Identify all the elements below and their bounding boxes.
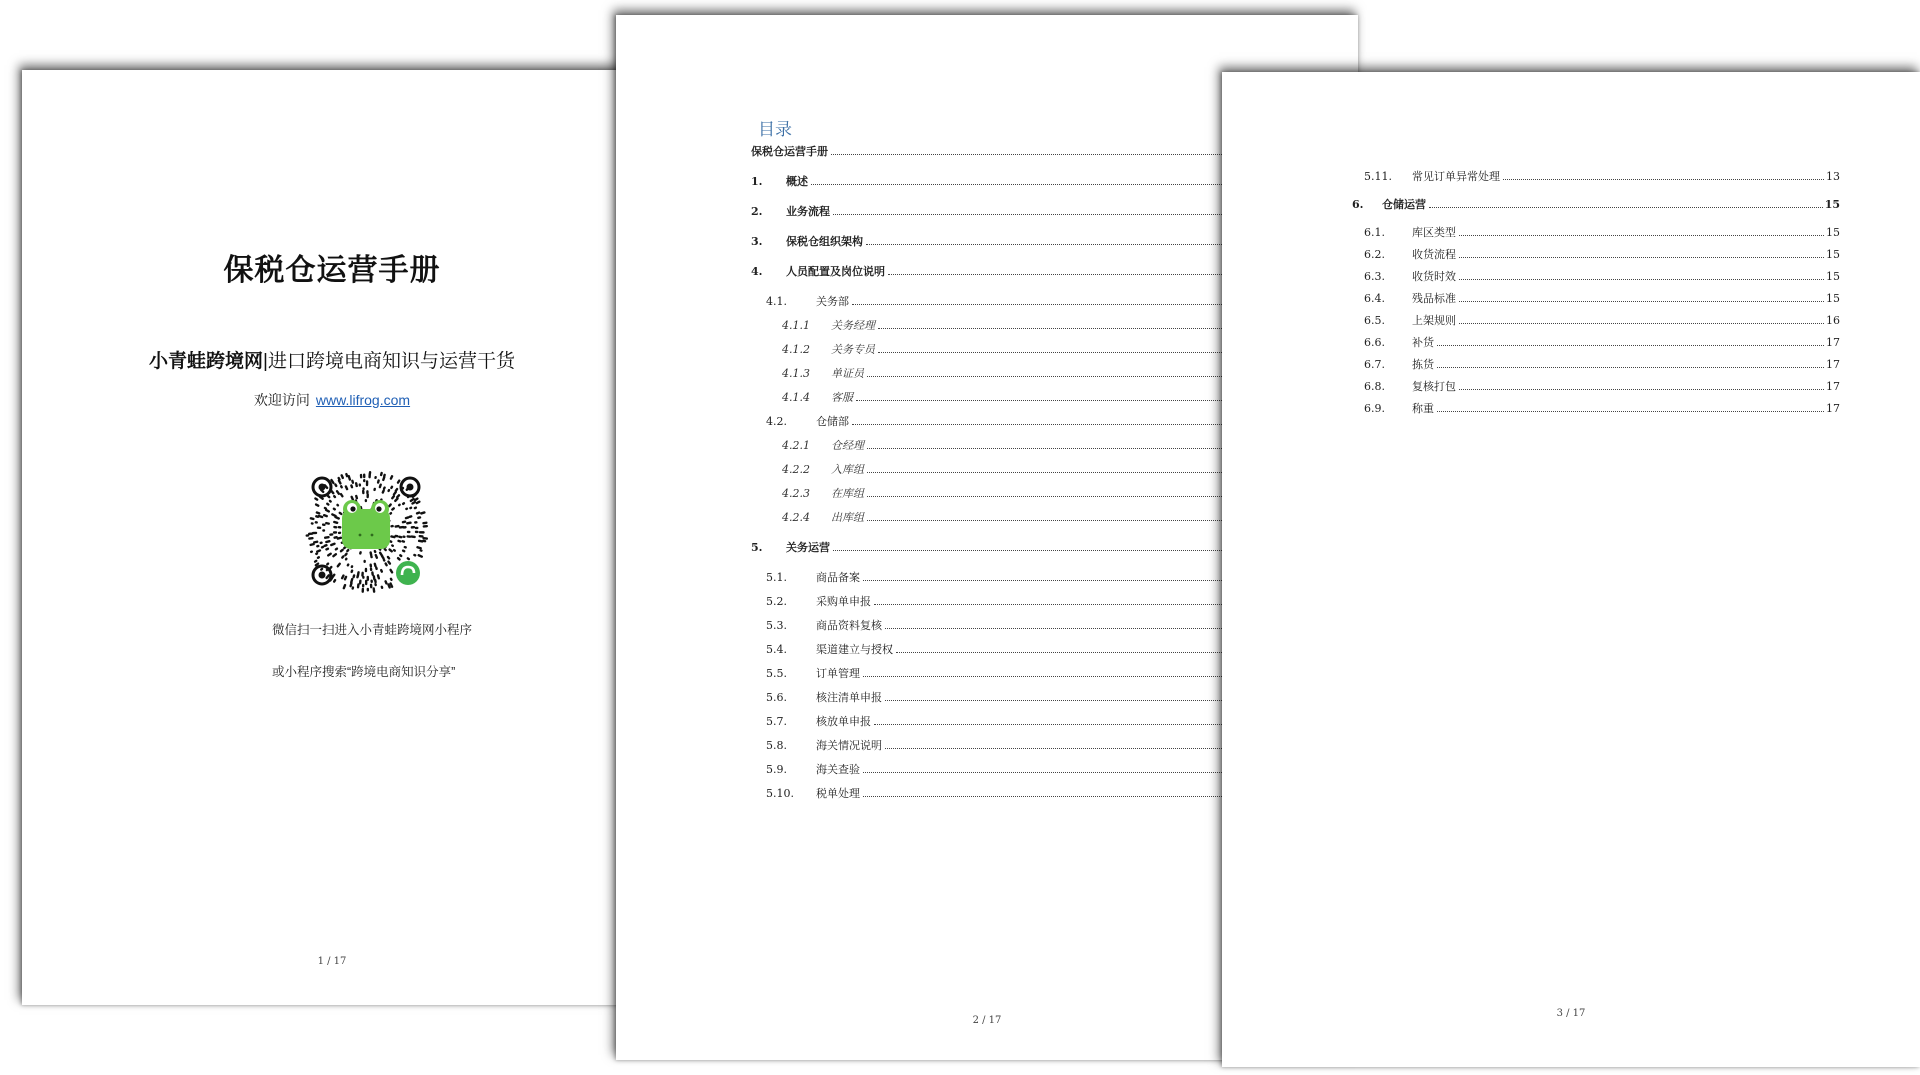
- toc-entry-page: 17: [1826, 380, 1840, 393]
- toc-entry-page: 17: [1826, 402, 1840, 415]
- toc-entry-number: 4.2.: [766, 415, 787, 428]
- toc-entry-label: 仓储部: [816, 415, 849, 428]
- toc-entry-number: 5.8.: [766, 739, 787, 752]
- toc-entry-label: 关务运营: [786, 541, 830, 554]
- toc-entry-number: 2.: [751, 205, 763, 218]
- toc-entry-number: 6.6.: [1364, 336, 1385, 349]
- toc-entry[interactable]: [1364, 246, 1840, 262]
- toc-entry-label: 概述: [786, 175, 808, 188]
- toc-entry-number: 6.: [1352, 198, 1364, 211]
- toc-entry-label: 保税仓组织架构: [786, 235, 863, 248]
- toc-heading: 目录: [758, 120, 792, 140]
- toc-entry-number: 5.3.: [766, 619, 787, 632]
- toc-leader-dots: [1429, 207, 1823, 208]
- toc-entry-number: 5.7.: [766, 715, 787, 728]
- toc-entry-number: 6.2.: [1364, 248, 1385, 261]
- toc-entry-label: 保税仓运营手册: [751, 145, 828, 158]
- subtitle-text: |进口跨境电商知识与运营干货: [263, 351, 515, 372]
- toc-entry-number: 6.1.: [1364, 226, 1385, 239]
- toc-leader-dots: [1459, 257, 1824, 258]
- cover-subtitle: [22, 346, 642, 373]
- toc-entry-label: 补货: [1412, 336, 1434, 349]
- visit-line: [22, 390, 642, 410]
- toc-entry[interactable]: [1364, 312, 1840, 328]
- scan-instruction: 微信扫一扫进入小青蛙跨境网小程序: [272, 623, 473, 637]
- toc-entry-label: 库区类型: [1412, 226, 1456, 239]
- mini-program-qr-code: [302, 467, 430, 595]
- toc-entry[interactable]: [1364, 400, 1840, 416]
- toc-entry-number: 6.7.: [1364, 358, 1385, 371]
- toc-entry-label: 海关情况说明: [816, 739, 882, 752]
- toc-entry-label: 商品资料复核: [816, 619, 882, 632]
- toc-entry-number: 5.10.: [766, 787, 794, 800]
- toc-entry[interactable]: [1364, 224, 1840, 240]
- toc-entry[interactable]: [1364, 290, 1840, 306]
- toc-entry-number: 5.1.: [766, 571, 787, 584]
- toc-entry-number: 6.9.: [1364, 402, 1385, 415]
- toc-entry-page: 15: [1826, 292, 1840, 305]
- toc-entry-number: 5.5.: [766, 667, 787, 680]
- toc-entry-label: 单证员: [831, 367, 864, 380]
- toc-entry-number: 6.5.: [1364, 314, 1385, 327]
- toc-entry-label: 出库组: [831, 511, 864, 524]
- visit-label: 欢迎访问: [253, 392, 310, 408]
- toc-entry-number: 5.6.: [766, 691, 787, 704]
- toc-entry-label: 业务流程: [786, 205, 830, 218]
- toc-entry-number: 5.11.: [1364, 170, 1392, 183]
- toc-entry-label: 在库组: [831, 487, 864, 500]
- toc-entry-label: 入库组: [831, 463, 864, 476]
- toc-entry-label: 复核打包: [1412, 380, 1456, 393]
- toc-entry-label: 订单管理: [816, 667, 860, 680]
- page-number: 2 / 17: [972, 1015, 1002, 1026]
- toc-entry-label: 核放单申报: [816, 715, 871, 728]
- document-page-1: [22, 70, 642, 1005]
- toc-entry-number: 4.2.2: [782, 463, 810, 476]
- toc-entry-number: 5.4.: [766, 643, 787, 656]
- toc-entry-label: 商品备案: [816, 571, 860, 584]
- brand-name: 小青蛙跨境网: [149, 351, 264, 372]
- toc-entry-label: 关务经理: [831, 319, 875, 332]
- toc-entry-label: 残品标准: [1412, 292, 1456, 305]
- toc-entry-label: 收货流程: [1412, 248, 1456, 261]
- toc-entry[interactable]: [1364, 334, 1840, 350]
- toc-entry-label: 税单处理: [816, 787, 860, 800]
- toc-entry-number: 6.3.: [1364, 270, 1385, 283]
- toc-entry-label: 海关查验: [816, 763, 860, 776]
- toc-entry-label: 拣货: [1412, 358, 1434, 371]
- toc-entry-number: 6.4.: [1364, 292, 1385, 305]
- toc-entry-page: 15: [1826, 248, 1840, 261]
- toc-entry-page: 15: [1824, 198, 1840, 211]
- toc-entry-label: 关务专员: [831, 343, 875, 356]
- page-number: 3 / 17: [1556, 1008, 1586, 1019]
- toc-entry-page: 17: [1826, 358, 1840, 371]
- toc-leader-dots: [1459, 301, 1824, 302]
- toc-entry-number: 5.2.: [766, 595, 787, 608]
- toc-entry-label: 仓经理: [831, 439, 864, 452]
- toc-entry-label: 核注清单申报: [816, 691, 882, 704]
- toc-entry-number: 4.1.3: [782, 367, 810, 380]
- toc-entry[interactable]: [1364, 268, 1840, 284]
- document-title: 保税仓运营手册: [223, 254, 441, 287]
- toc-entry-number: 1.: [751, 175, 763, 188]
- toc-leader-dots: [1459, 389, 1824, 390]
- toc-entry[interactable]: [1352, 196, 1840, 212]
- toc-leader-dots: [1459, 323, 1824, 324]
- toc-leader-dots: [1437, 411, 1824, 412]
- toc-entry-page: 16: [1826, 314, 1840, 327]
- toc-entry-label: 人员配置及岗位说明: [786, 265, 885, 278]
- toc-leader-dots: [1459, 235, 1824, 236]
- toc-entry-label: 收货时效: [1412, 270, 1456, 283]
- toc-leader-dots: [1437, 345, 1824, 346]
- toc-entry-number: 4.1.1: [782, 319, 810, 332]
- toc-entry-page: 15: [1826, 226, 1840, 239]
- toc-entry-number: 3.: [751, 235, 763, 248]
- toc-entry[interactable]: [1364, 168, 1840, 184]
- toc-entry-label: 渠道建立与授权: [816, 643, 893, 656]
- mini-program-badge-icon: [396, 561, 420, 585]
- toc-entry-label: 采购单申报: [816, 595, 871, 608]
- toc-entry[interactable]: [1364, 378, 1840, 394]
- toc-entry-label: 上架规则: [1412, 314, 1456, 327]
- toc-entry-number: 6.8.: [1364, 380, 1385, 393]
- toc-entry-label: 常见订单异常处理: [1412, 170, 1500, 183]
- toc-leader-dots: [1503, 179, 1824, 180]
- toc-entry-label: 客服: [831, 391, 853, 404]
- toc-leader-dots: [1459, 279, 1824, 280]
- toc-entry-label: 关务部: [816, 295, 849, 308]
- website-link[interactable]: www.lifrog.com: [315, 392, 411, 408]
- toc-entry-page: 17: [1826, 336, 1840, 349]
- toc-entry-number: 5.9.: [766, 763, 787, 776]
- toc-entry-number: 4.1.4: [782, 391, 810, 404]
- toc-entry-number: 4.2.4: [782, 511, 810, 524]
- toc-entry[interactable]: [1364, 356, 1840, 372]
- page-number: 1 / 17: [317, 956, 347, 967]
- search-instruction: 或小程序搜索“跨境电商知识分享”: [272, 665, 456, 679]
- toc-entry-number: 4.1.2: [782, 343, 810, 356]
- toc-entry-number: 4.2.1: [782, 439, 810, 452]
- toc-entry-number: 5.: [751, 541, 763, 554]
- toc-entry-page: 13: [1826, 170, 1840, 183]
- toc-leader-dots: [1437, 367, 1824, 368]
- toc-entry-label: 称重: [1412, 402, 1434, 415]
- document-page-3: [1222, 72, 1920, 1067]
- toc-entry-number: 4.2.3: [782, 487, 810, 500]
- toc-entry-number: 4.: [751, 265, 763, 278]
- toc-entry-label: 仓储运营: [1382, 198, 1426, 211]
- toc-entry-number: 4.1.: [766, 295, 787, 308]
- toc-entry-page: 15: [1826, 270, 1840, 283]
